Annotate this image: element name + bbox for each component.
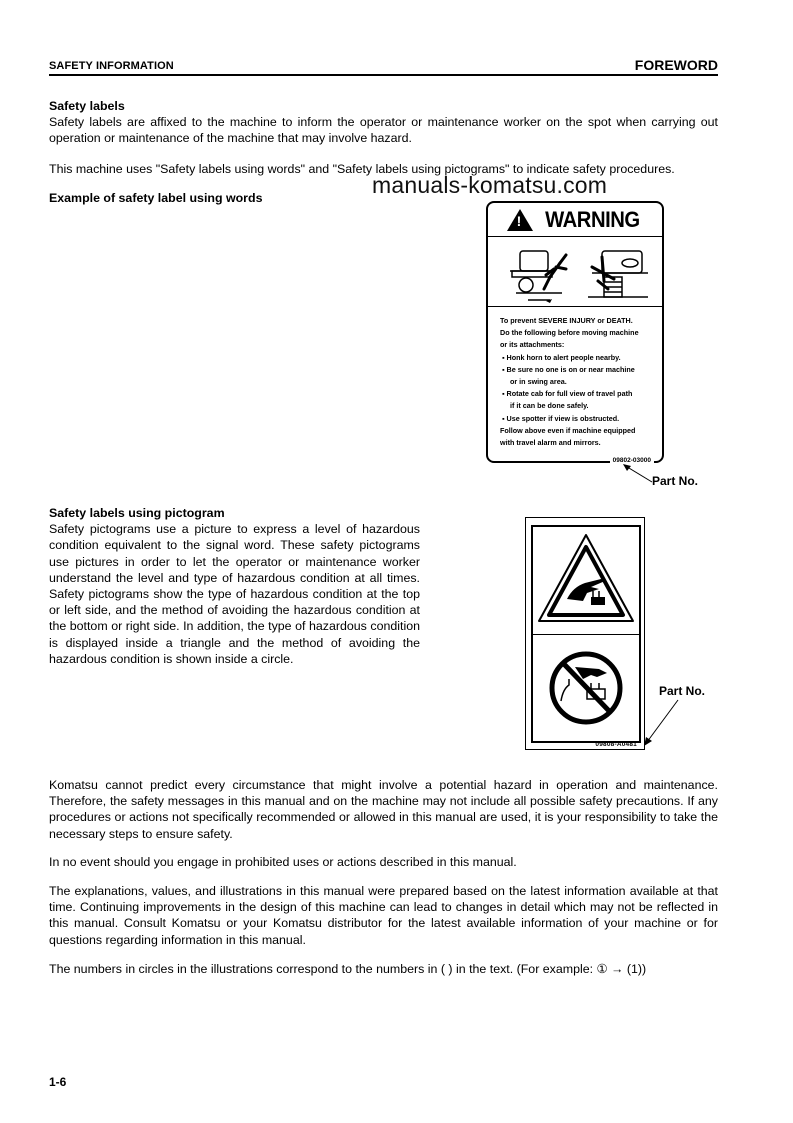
part-no-arrow-icon — [642, 698, 682, 748]
part-no-arrow-icon — [620, 462, 656, 486]
watermark: manuals-komatsu.com — [372, 172, 608, 198]
part-no-caption: Part No. — [659, 684, 706, 698]
part-no-caption: Part No. — [652, 474, 699, 488]
pictogram-safety-label — [525, 517, 645, 750]
pictogram-text: Safety pictograms use a picture to express a level of hazardous condition equivalent to the signal word. These safety pictograms use pictures in order to let the operator or maintenance worker understand the level and type of hazardous condition at all times. Safety pictograms show the type of hazardous condition at the top or left side, and the method of avoiding the hazardous condition at the bottom or right side. In addition, the type of hazardous condition is displayed inside a triangle and the method of avoiding the hazardous condition is shown inside a circle. — [49, 522, 420, 666]
hazard-triangle-icon — [535, 531, 637, 629]
warning-label-part-number: 09802-03000 — [610, 457, 654, 464]
words-example-heading: Example of safety label using words — [49, 191, 263, 205]
numbering-paragraph: The numbers in circles in the illustrations correspond to the numbers in ( ) in the text. (For example: ① → (1)) — [49, 962, 647, 976]
safety-labels-usage: This machine uses "Safety labels using words" and "Safety labels using pictograms" to indicate safety procedures. — [49, 162, 675, 176]
warning-bullet: ▪ Be sure no one is on or near machine — [502, 364, 635, 374]
pictogram-divider — [533, 634, 639, 635]
signal-word: WARNING — [544, 206, 640, 232]
machine-travel-hazard-icon — [488, 237, 662, 307]
safety-labels-text: Safety labels are affixed to the machine to inform the operator or maintenance worker on the spot when carrying out operation or maintenance of the machine that may involve hazard. — [49, 115, 718, 146]
warning-bullet: ▪ Rotate cab for full view of travel path — [502, 389, 633, 399]
page-number: 1-6 — [49, 1075, 67, 1089]
warning-bullet: ▪ Use spotter if view is obstructed. — [502, 413, 620, 423]
safety-labels-heading: Safety labels — [49, 99, 125, 113]
warning-label-text — [488, 307, 662, 449]
warning-bullet: ▪ Honk horn to alert people nearby. — [502, 352, 621, 362]
warning-line: or its attachments: — [500, 340, 565, 350]
warning-line: with travel alarm and mirrors. — [500, 438, 601, 448]
chapter-title: FOREWORD — [634, 57, 718, 73]
section-title: SAFETY INFORMATION — [49, 60, 174, 72]
safety-labels-section — [49, 98, 718, 147]
prohibited-uses-paragraph: In no event should you engage in prohibited uses or actions described in this manual. — [49, 855, 517, 869]
information-paragraph: The explanations, values, and illustrations in this manual were prepared based on the latest information available at that time. Continuing improvements in the design of this machine can lead to changes in detail which may not be reflected in this manual. Consult Komatsu or your Komatsu distributor for the latest available information of your machine or for questions regarding information in this manual. — [49, 884, 718, 947]
warning-label-header — [488, 203, 662, 237]
warning-safety-label — [486, 201, 664, 463]
pictogram-section — [49, 505, 420, 667]
pictogram-heading: Safety labels using pictogram — [49, 506, 225, 520]
disclaimer-paragraph: Komatsu cannot predict every circumstance that might involve a potential hazard in operation and maintenance. Therefore, the safety messages in this manual and on the machine may not include all possible safety precautions. If any procedures or actions not specifically recommended or allowed in this manual are used, it is your responsibility to take the necessary steps to ensure safety. — [49, 778, 718, 841]
warning-illustrations — [488, 237, 662, 307]
pictogram-label-part-number: 09808-A0481 — [595, 741, 637, 748]
warning-line: or in swing area. — [510, 377, 567, 387]
warning-line: if it can be done safely. — [510, 401, 589, 411]
warning-line: Follow above even if machine equipped — [500, 425, 636, 435]
warning-triangle-icon — [507, 209, 533, 231]
prohibition-circle-icon — [547, 649, 625, 727]
pictogram-inner-frame — [531, 525, 641, 743]
page-header — [49, 58, 718, 76]
warning-line: To prevent SEVERE INJURY or DEATH. — [500, 316, 633, 325]
warning-line: Do the following before moving machine — [500, 328, 639, 338]
